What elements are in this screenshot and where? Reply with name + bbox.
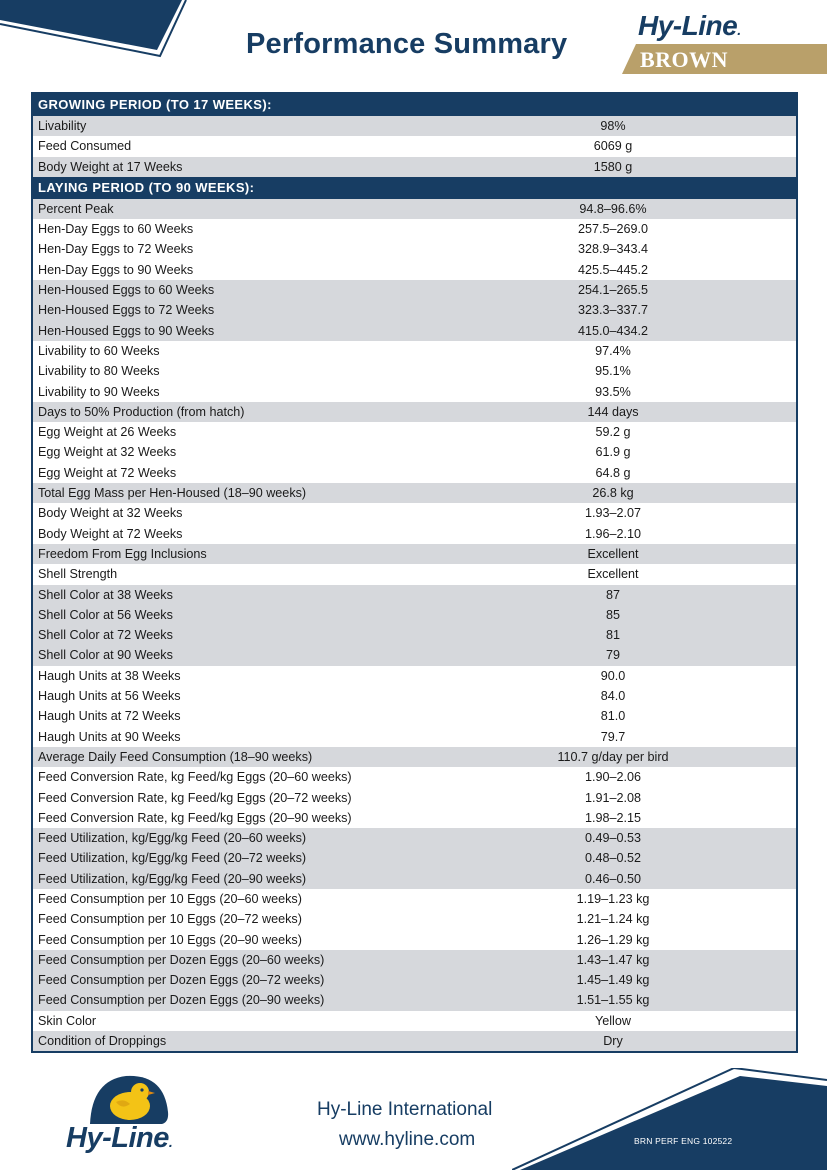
row-label: Livability to 90 Weeks <box>38 384 160 399</box>
row-label: Shell Color at 56 Weeks <box>38 607 173 622</box>
row-value: 81 <box>605 628 620 643</box>
row-label: Shell Strength <box>38 567 118 582</box>
row-label: Body Weight at 17 Weeks <box>38 159 183 174</box>
row-value: 84.0 <box>600 689 626 704</box>
table-row <box>33 727 796 747</box>
row-label: Days to 50% Production (from hatch) <box>38 404 245 419</box>
row-value: 1.90–2.06 <box>584 770 642 785</box>
row-value: 415.0–434.2 <box>577 323 649 338</box>
row-label: Feed Conversion Rate, kg Feed/kg Eggs (20–90 weeks) <box>38 810 352 825</box>
row-value: Excellent <box>587 546 639 561</box>
row-label: Feed Utilization, kg/Egg/kg Feed (20–72 weeks) <box>38 851 307 866</box>
table-row <box>33 909 796 929</box>
row-value: Yellow <box>595 1013 631 1028</box>
row-label: Skin Color <box>38 1013 97 1028</box>
row-label: Livability <box>38 119 87 133</box>
table-row <box>33 930 796 950</box>
table-row <box>33 686 796 706</box>
row-value: Dry <box>603 1034 623 1049</box>
table-row <box>33 625 796 645</box>
laying-rows <box>33 199 796 1051</box>
table-row <box>33 483 796 503</box>
row-label: Hen-Housed Eggs to 60 Weeks <box>38 283 215 298</box>
corner-decoration-bottom-right <box>512 1068 827 1170</box>
row-label: Haugh Units at 38 Weeks <box>38 668 181 683</box>
table-row <box>33 116 796 136</box>
row-value: 425.5–445.2 <box>577 262 649 277</box>
row-label: Freedom From Egg Inclusions <box>38 546 207 561</box>
table-row <box>33 463 796 483</box>
row-value: 1.21–1.24 kg <box>576 912 650 927</box>
table-row <box>33 1031 796 1051</box>
row-value: 1.98–2.15 <box>584 810 642 825</box>
row-value: 1.91–2.08 <box>584 790 642 805</box>
table-row <box>33 564 796 584</box>
row-label: Livability to 80 Weeks <box>38 364 160 379</box>
row-label: Livability to 60 Weeks <box>38 343 160 358</box>
row-value: 1.96–2.10 <box>584 526 642 541</box>
corner-decoration-top-left <box>0 0 190 60</box>
table-row <box>33 990 796 1010</box>
row-value: 93.5% <box>595 384 631 399</box>
row-label: Hen-Day Eggs to 72 Weeks <box>38 242 194 257</box>
table-row <box>33 950 796 970</box>
company-name: Hy-Line International <box>317 1099 493 1120</box>
table-row <box>33 382 796 402</box>
row-value: 95.1% <box>595 364 631 379</box>
table-row <box>33 869 796 889</box>
table-row <box>33 848 796 868</box>
brand-logo <box>622 8 827 74</box>
table-row <box>33 280 796 300</box>
document-code: BRN PERF ENG 102522 <box>634 1136 733 1146</box>
row-value: 79 <box>605 648 620 663</box>
section-header-growing: GROWING PERIOD (TO 17 WEEKS): <box>33 94 796 116</box>
row-label: Shell Color at 90 Weeks <box>38 648 173 663</box>
row-value: 85 <box>605 607 620 622</box>
row-label: Condition of Droppings <box>38 1034 167 1049</box>
growing-rows <box>33 116 796 177</box>
table-row <box>33 970 796 990</box>
row-value: 1.45–1.49 kg <box>576 973 650 988</box>
row-value: 1.93–2.07 <box>584 506 642 521</box>
row-label: Egg Weight at 26 Weeks <box>38 425 177 440</box>
table-row <box>33 544 796 564</box>
footer-logo <box>64 1072 204 1154</box>
row-label: Total Egg Mass per Hen-Housed (18–90 weeks) <box>38 486 307 501</box>
table-row <box>33 524 796 544</box>
row-label: Hen-Day Eggs to 60 Weeks <box>38 222 194 237</box>
table-row <box>33 808 796 828</box>
table-row <box>33 605 796 625</box>
row-value: 64.8 g <box>595 465 631 480</box>
row-value: 1.19–1.23 kg <box>576 891 650 906</box>
table-row <box>33 503 796 523</box>
row-label: Feed Consumption per 10 Eggs (20–72 weeks) <box>38 912 302 927</box>
row-value: 110.7 g/day per bird <box>557 749 669 764</box>
row-value: 6069 g <box>593 139 633 154</box>
brand-variant: BROWN <box>640 47 729 72</box>
page-title: Performance Summary <box>246 28 568 60</box>
row-value: 26.8 kg <box>592 486 634 501</box>
row-label: Average Daily Feed Consumption (18–90 weeks) <box>38 749 313 764</box>
row-label: Shell Color at 38 Weeks <box>38 587 173 602</box>
row-value: 94.8–96.6% <box>579 201 647 216</box>
table-row <box>33 361 796 381</box>
row-value: 0.46–0.50 <box>584 871 642 886</box>
table-row <box>33 321 796 341</box>
table-row <box>33 341 796 361</box>
row-value: 87 <box>605 587 620 602</box>
table-row <box>33 645 796 665</box>
table-row <box>33 706 796 726</box>
row-value: 81.0 <box>600 709 626 724</box>
row-label: Shell Color at 72 Weeks <box>38 628 173 643</box>
table-row <box>33 767 796 787</box>
row-label: Hen-Day Eggs to 90 Weeks <box>38 262 194 277</box>
row-value: 90.0 <box>600 668 626 683</box>
table-row <box>33 300 796 320</box>
row-label: Egg Weight at 72 Weeks <box>38 465 177 480</box>
row-label: Haugh Units at 90 Weeks <box>38 729 181 744</box>
row-label: Egg Weight at 32 Weeks <box>38 445 177 460</box>
row-label: Haugh Units at 56 Weeks <box>38 689 181 704</box>
table-row <box>33 889 796 909</box>
table-row <box>33 585 796 605</box>
table-row <box>33 402 796 422</box>
row-value: 61.9 g <box>595 445 631 460</box>
table-row <box>33 199 796 219</box>
row-value: 59.2 g <box>595 425 631 440</box>
row-label: Feed Utilization, kg/Egg/kg Feed (20–90 weeks) <box>38 871 307 886</box>
row-value: 257.5–269.0 <box>577 222 649 237</box>
row-label: Feed Consumption per Dozen Eggs (20–60 weeks) <box>38 952 325 967</box>
row-value: 0.48–0.52 <box>584 851 642 866</box>
table-row <box>33 239 796 259</box>
table-row <box>33 219 796 239</box>
row-value: 1.26–1.29 kg <box>576 932 650 947</box>
row-label: Feed Consumption per 10 Eggs (20–90 weeks) <box>38 932 302 947</box>
row-label: Feed Utilization, kg/Egg/kg Feed (20–60 weeks) <box>38 831 307 846</box>
row-label: Feed Consumption per Dozen Eggs (20–90 weeks) <box>38 993 325 1008</box>
table-row <box>33 157 796 177</box>
table-row <box>33 422 796 442</box>
footer-logo-text: Hy-Line. <box>66 1122 173 1154</box>
row-value: 98% <box>600 119 626 133</box>
table-row <box>33 747 796 767</box>
section-header-laying: LAYING PERIOD (TO 90 WEEKS): <box>33 177 796 199</box>
table-row <box>33 136 796 156</box>
performance-table <box>31 92 798 1053</box>
row-label: Feed Consumed <box>38 139 132 154</box>
table-row <box>33 666 796 686</box>
table-row <box>33 260 796 280</box>
row-value: 1.43–1.47 kg <box>576 952 650 967</box>
row-value: 1580 g <box>593 159 633 174</box>
row-label: Feed Conversion Rate, kg Feed/kg Eggs (20–72 weeks) <box>38 790 352 805</box>
row-label: Percent Peak <box>38 201 114 216</box>
brand-name: Hy-Line. <box>638 10 741 41</box>
row-label: Haugh Units at 72 Weeks <box>38 709 181 724</box>
row-value: 328.9–343.4 <box>577 242 649 257</box>
row-label: Hen-Housed Eggs to 72 Weeks <box>38 303 215 318</box>
table-row <box>33 828 796 848</box>
row-value: Excellent <box>587 567 639 582</box>
row-value: 144 days <box>587 404 639 419</box>
table-row <box>33 1011 796 1031</box>
row-value: 79.7 <box>600 729 626 744</box>
row-label: Feed Consumption per 10 Eggs (20–60 weeks) <box>38 891 302 906</box>
row-value: 323.3–337.7 <box>577 303 649 318</box>
row-value: 254.1–265.5 <box>577 283 649 298</box>
row-value: 0.49–0.53 <box>584 831 642 846</box>
row-value: 1.51–1.55 kg <box>576 993 650 1008</box>
table-row <box>33 788 796 808</box>
website-link[interactable]: www.hyline.com <box>339 1129 476 1150</box>
table-row <box>33 442 796 462</box>
row-label: Feed Consumption per Dozen Eggs (20–72 weeks) <box>38 973 325 988</box>
row-label: Hen-Housed Eggs to 90 Weeks <box>38 323 215 338</box>
chick-icon <box>64 1072 204 1128</box>
row-value: 97.4% <box>595 343 631 358</box>
row-label: Feed Conversion Rate, kg Feed/kg Eggs (20–60 weeks) <box>38 770 352 785</box>
row-label: Body Weight at 32 Weeks <box>38 506 183 521</box>
row-label: Body Weight at 72 Weeks <box>38 526 183 541</box>
